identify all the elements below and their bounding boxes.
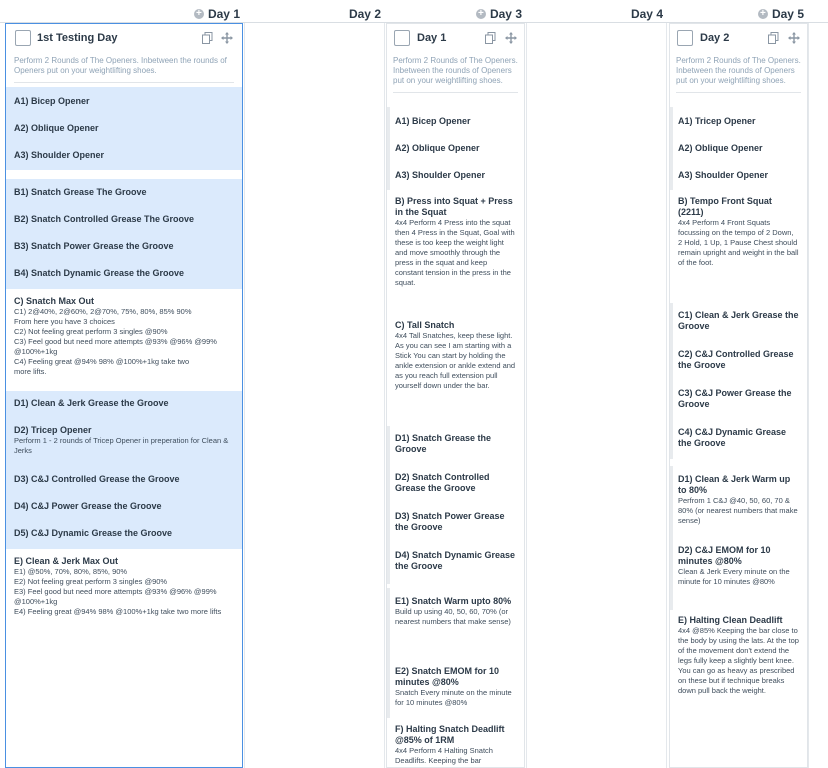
exercise-detail: Clean & Jerk Every minute on the minute for 10 minutes @80% xyxy=(678,567,790,586)
exercise-title: D4) Snatch Dynamic Grease the Groove xyxy=(395,550,516,571)
exercise-item[interactable] xyxy=(390,511,524,533)
add-icon[interactable]: + xyxy=(758,9,768,19)
exercise-item[interactable] xyxy=(673,349,807,371)
exercise-item[interactable] xyxy=(387,320,524,391)
exercise-detail: 4x4 Perform 4 Front Squats focussing on the tempo of 2 Down, 2 Hold, 1 Up, 1 Pause Chest should remain upright and weight in the ball of the foot. xyxy=(678,218,799,267)
exercise-detail: E2) Not feeling great perform 3 singles @90% xyxy=(14,577,168,586)
exercise-detail: more lifts. xyxy=(14,367,47,376)
exercise-group-c xyxy=(6,294,242,389)
exercise-item[interactable] xyxy=(387,724,524,766)
exercise-item[interactable] xyxy=(673,143,807,154)
exercise-detail: Build up using 40, 50, 60, 70% (or nearest numbers that make sense) xyxy=(395,607,511,626)
exercise-title: A3) Shoulder Opener xyxy=(395,170,486,180)
exercise-title: F) Halting Snatch Deadlift @85% of 1RM xyxy=(395,724,505,745)
exercise-group-b xyxy=(6,179,242,289)
exercise-item[interactable] xyxy=(670,196,807,268)
exercise-title: E2) Snatch EMOM for 10 minutes @80% xyxy=(395,666,500,687)
move-icon[interactable] xyxy=(788,32,800,44)
exercise-group-e xyxy=(6,554,242,634)
card-header xyxy=(6,24,242,54)
exercise-item[interactable] xyxy=(390,433,524,455)
exercise-group-d xyxy=(670,466,807,610)
exercise-title: C3) C&J Power Grease the Groove xyxy=(678,388,792,409)
exercise-item[interactable] xyxy=(6,398,242,409)
exercise-item[interactable] xyxy=(673,427,807,449)
exercise-title: A1) Tricep Opener xyxy=(678,116,756,126)
exercise-detail: C2) Not feeling great perform 3 singles @90% xyxy=(14,327,168,336)
exercise-item[interactable] xyxy=(6,241,242,252)
exercise-item[interactable] xyxy=(673,474,807,526)
exercise-group-e xyxy=(387,588,524,718)
exercise-title: D5) C&J Dynamic Grease the Groove xyxy=(14,528,173,538)
column-divider xyxy=(244,23,245,768)
exercise-group-d xyxy=(6,391,242,549)
add-icon[interactable]: + xyxy=(194,9,204,19)
exercise-group-f xyxy=(387,724,524,766)
workout-card-day-1[interactable] xyxy=(5,23,243,768)
exercise-title: A3) Shoulder Opener xyxy=(14,150,105,160)
day-label: Day 2 xyxy=(348,7,381,21)
column-divider xyxy=(526,23,527,768)
exercise-group-b xyxy=(670,196,807,268)
exercise-title: B) Tempo Front Squat (2211) xyxy=(678,196,772,217)
exercise-item[interactable] xyxy=(6,556,242,617)
select-checkbox[interactable] xyxy=(15,30,31,46)
day-1-header[interactable] xyxy=(0,6,240,22)
exercise-item[interactable] xyxy=(390,472,524,494)
exercise-detail: Perform 1 - 2 rounds of Tricep Opener in preperation for Clean & Jerks xyxy=(14,436,229,455)
exercise-group-a xyxy=(6,87,242,170)
exercise-item[interactable] xyxy=(6,150,242,161)
divider xyxy=(676,92,801,93)
exercise-item[interactable] xyxy=(6,96,242,107)
exercise-group-a xyxy=(670,107,807,190)
divider xyxy=(393,92,518,93)
exercise-item[interactable] xyxy=(6,187,242,198)
exercise-detail: Snatch Every minute on the minute for 10 minutes @80% xyxy=(395,688,512,707)
exercise-item[interactable] xyxy=(6,214,242,225)
column-divider xyxy=(808,23,809,768)
day-label: Day 4 xyxy=(630,7,663,21)
exercise-title: B1) Snatch Grease The Groove xyxy=(14,187,147,197)
exercise-item[interactable] xyxy=(673,388,807,410)
exercise-title: A1) Bicep Opener xyxy=(14,96,90,106)
exercise-title: C2) C&J Controlled Grease the Groove xyxy=(678,349,794,370)
copy-icon[interactable] xyxy=(768,32,779,44)
exercise-title: D2) Tricep Opener xyxy=(14,425,92,435)
exercise-item[interactable] xyxy=(670,615,807,696)
exercise-group-d xyxy=(387,426,524,584)
card-description: Perform 2 Rounds of The Openers. Inbetween the rounds of Openers put on your weightlifting shoes. xyxy=(14,56,227,75)
exercise-title: A2) Oblique Opener xyxy=(14,123,99,133)
exercise-item[interactable] xyxy=(390,116,524,127)
exercise-item[interactable] xyxy=(673,310,807,332)
workout-card-day-3[interactable] xyxy=(386,23,525,768)
exercise-item[interactable] xyxy=(6,474,242,485)
exercise-title: A1) Bicep Opener xyxy=(395,116,471,126)
copy-icon[interactable] xyxy=(202,32,213,44)
exercise-title: A2) Oblique Opener xyxy=(678,143,763,153)
exercise-detail: C1) 2@40%, 2@60%, 2@70%, 75%, 80%, 85% 90% xyxy=(14,307,192,316)
exercise-title: C) Tall Snatch xyxy=(395,320,455,330)
exercise-item[interactable] xyxy=(390,143,524,154)
card-title[interactable]: Day 2 xyxy=(700,32,730,44)
exercise-title: E) Halting Clean Deadlift xyxy=(678,615,783,625)
column-divider xyxy=(384,23,385,768)
exercise-detail: 4x4 Perform 4 Halting Snatch Deadlifts. Keeping the bar xyxy=(395,746,493,765)
column-divider xyxy=(666,23,667,768)
move-icon[interactable] xyxy=(505,32,517,44)
exercise-item[interactable] xyxy=(6,296,242,377)
exercise-item[interactable] xyxy=(6,425,242,456)
exercise-detail: E3) Feel good but need more attempts @93% @96% @99% @100%+1kg xyxy=(14,587,217,606)
copy-icon[interactable] xyxy=(485,32,496,44)
exercise-detail: 4x4 Perform 4 Press into the squat then 4 Press in the Squat, Goal with these is too keep the weight light and move smoothly through the press in the squat and keep constant tension in the press in the squat. xyxy=(395,218,515,287)
move-icon[interactable] xyxy=(221,32,233,44)
exercise-title: D1) Clean & Jerk Warm up to 80% xyxy=(678,474,791,495)
exercise-title: B) Press into Squat + Press in the Squat xyxy=(395,196,513,217)
add-icon[interactable]: + xyxy=(476,9,486,19)
exercise-title: A3) Shoulder Opener xyxy=(678,170,769,180)
exercise-detail: C4) Feeling great @94% 98% @100%+1kg take two xyxy=(14,357,190,366)
exercise-title: D3) Snatch Power Grease the Groove xyxy=(395,511,505,532)
exercise-detail: C3) Feel good but need more attempts @93% @96% @99% @100%+1kg xyxy=(14,337,217,356)
day-3-header[interactable] xyxy=(381,6,522,22)
day-label: Day 5 xyxy=(771,7,804,21)
select-checkbox[interactable] xyxy=(394,30,410,46)
exercise-item[interactable] xyxy=(390,596,524,627)
exercise-item[interactable] xyxy=(390,550,524,572)
exercise-title: D1) Snatch Grease the Groove xyxy=(395,433,492,454)
exercise-detail: Perfrom 1 C&J @40, 50, 60, 70 & 80% (or nearest numbers that make sense) xyxy=(678,496,798,525)
exercise-item[interactable] xyxy=(390,170,524,181)
workout-card-day-5[interactable] xyxy=(669,23,808,768)
card-title[interactable]: 1st Testing Day xyxy=(37,32,118,44)
exercise-title: C) Snatch Max Out xyxy=(14,296,95,306)
exercise-item[interactable] xyxy=(6,268,242,279)
exercise-detail: E4) Feeling great @94% 98% @100%+1kg take two more lifts xyxy=(14,607,222,616)
exercise-group-c xyxy=(670,303,807,459)
exercise-item[interactable] xyxy=(6,123,242,134)
exercise-detail: 4x4 @85% Keeping the bar close to the body by using the lats. At the top of the movement don't extend the legs fully keep a slightly bent knee. You can go as heavy as prescribed on these but if technique breaks down pull back the weight. xyxy=(678,626,799,695)
exercise-title: E1) Snatch Warm upto 80% xyxy=(395,596,512,606)
day-4-header[interactable] xyxy=(522,6,663,22)
exercise-title: C1) Clean & Jerk Grease the Groove xyxy=(678,310,799,331)
exercise-title: D2) Snatch Controlled Grease the Groove xyxy=(395,472,490,493)
exercise-title: D3) C&J Controlled Grease the Groove xyxy=(14,474,180,484)
card-description: Perform 2 Rounds of The Openers. Inbetween the rounds of Openers put on your weightlifting shoes. xyxy=(393,56,518,85)
day-label: Day 3 xyxy=(489,7,522,21)
exercise-title: B2) Snatch Controlled Grease The Groove xyxy=(14,214,195,224)
exercise-title: B3) Snatch Power Grease the Groove xyxy=(14,241,174,251)
divider xyxy=(14,82,234,83)
exercise-title: D2) C&J EMOM for 10 minutes @80% xyxy=(678,545,771,566)
card-title[interactable]: Day 1 xyxy=(417,32,447,44)
exercise-group-e xyxy=(670,615,807,696)
exercise-item[interactable] xyxy=(387,196,524,288)
exercise-title: D4) C&J Power Grease the Groove xyxy=(14,501,162,511)
exercise-detail: From here you have 3 choices xyxy=(14,317,115,326)
exercise-detail: E1) @50%, 70%, 80%, 85%, 90% xyxy=(14,567,128,576)
day-label: Day 1 xyxy=(207,7,240,21)
exercise-detail: 4x4 Tall Snatches, keep these light. As you can see I am starting with a Stick You can start by holding the ankle extension or ankle extend and as you reach full extension pull yourself down under the bar. xyxy=(395,331,516,390)
day-5-header[interactable] xyxy=(663,6,804,22)
exercise-item[interactable] xyxy=(673,545,807,587)
exercise-item[interactable] xyxy=(390,666,524,708)
day-2-header[interactable] xyxy=(241,6,381,22)
select-checkbox[interactable] xyxy=(677,30,693,46)
exercise-item[interactable] xyxy=(6,528,242,539)
exercise-title: D1) Clean & Jerk Grease the Groove xyxy=(14,398,169,408)
exercise-item[interactable] xyxy=(6,501,242,512)
exercise-title: B4) Snatch Dynamic Grease the Groove xyxy=(14,268,185,278)
exercise-item[interactable] xyxy=(673,116,807,127)
exercise-item[interactable] xyxy=(673,170,807,181)
card-header xyxy=(670,24,807,54)
exercise-title: C4) C&J Dynamic Grease the Groove xyxy=(678,427,787,448)
exercise-title: E) Clean & Jerk Max Out xyxy=(14,556,119,566)
exercise-group-c xyxy=(387,320,524,391)
exercise-group-b xyxy=(387,196,524,288)
card-description: Perform 2 Rounds of The Openers. Inbetween the rounds of Openers put on your weightlifting shoes. xyxy=(676,56,801,85)
card-header xyxy=(387,24,524,54)
exercise-group-a xyxy=(387,107,524,190)
exercise-title: A2) Oblique Opener xyxy=(395,143,480,153)
